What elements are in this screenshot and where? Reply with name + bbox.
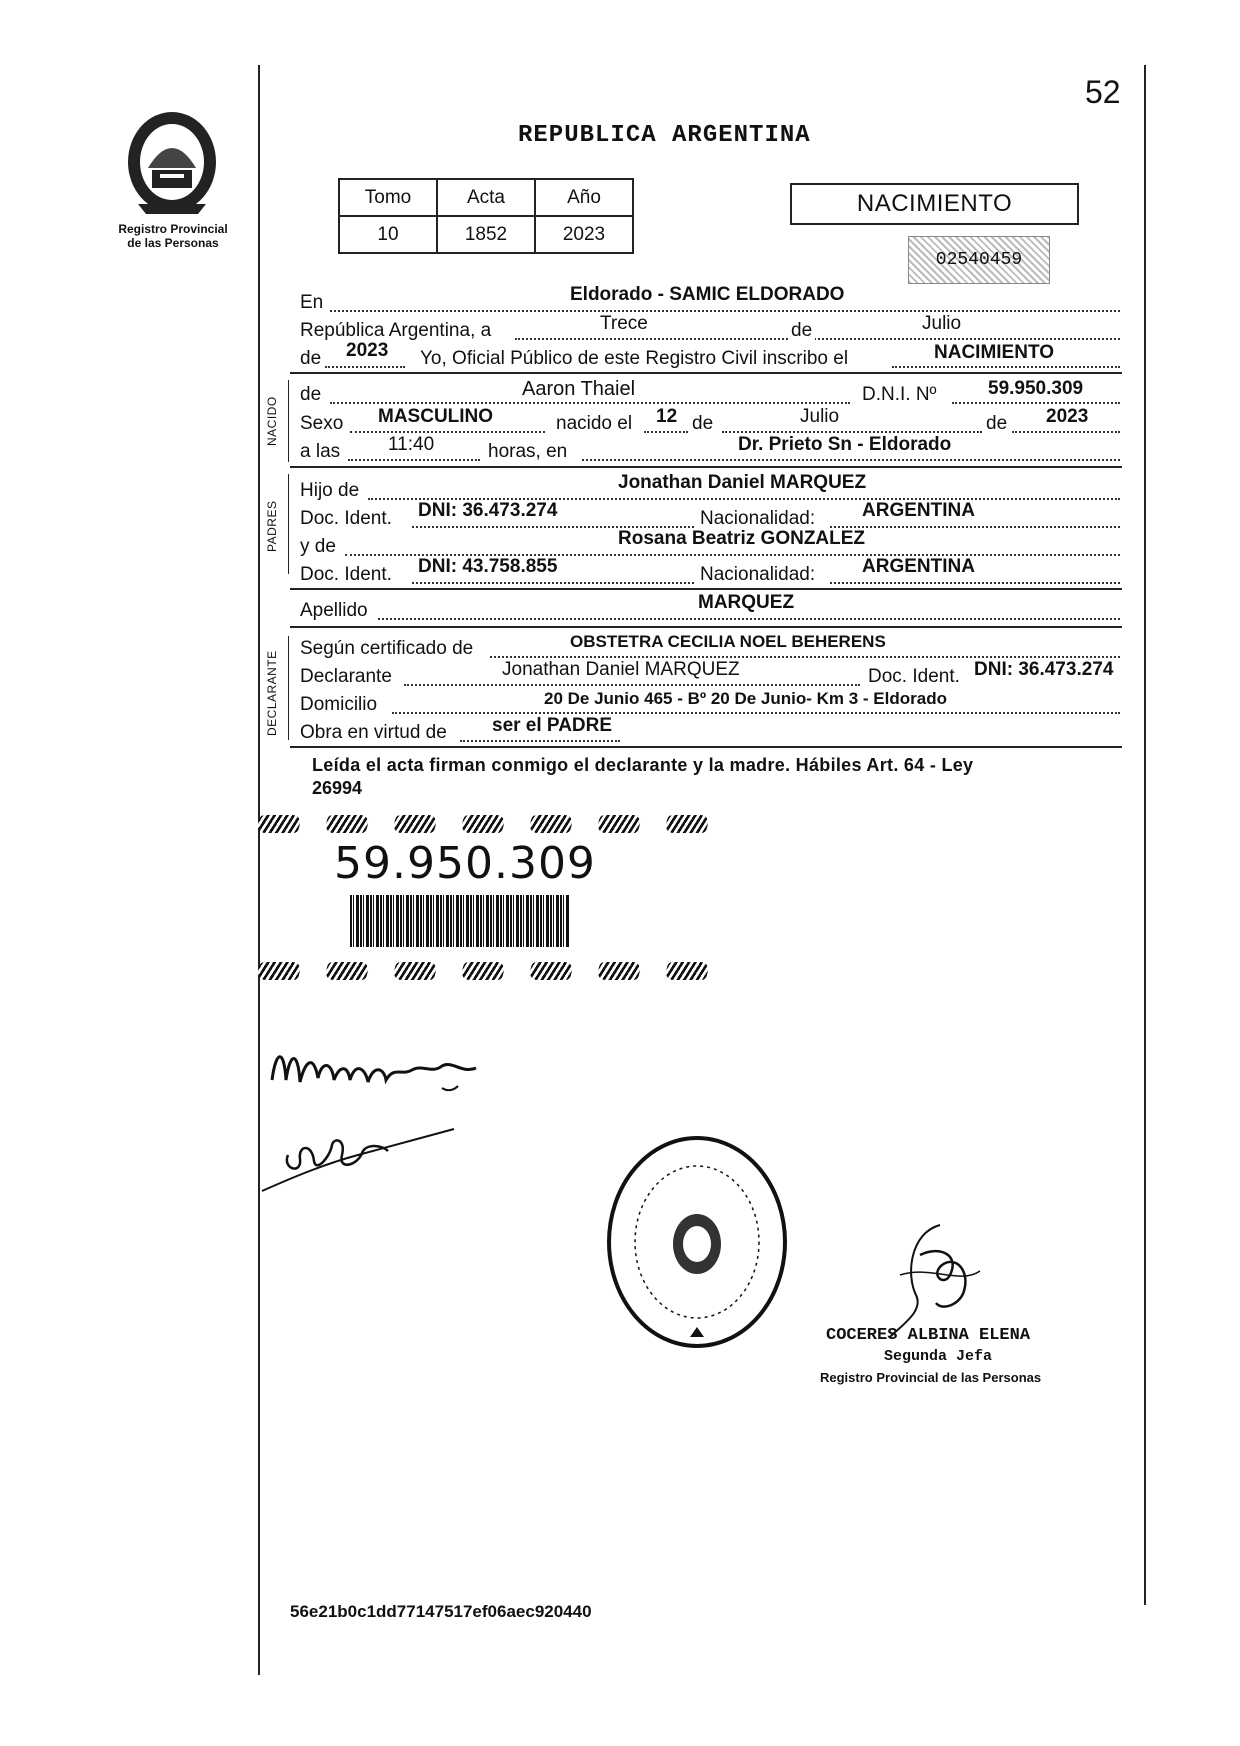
dots: [330, 402, 850, 404]
dni-big-number: 59.950.309: [334, 838, 596, 889]
nacido-mes: Julio: [800, 406, 840, 427]
nacido-dni: 59.950.309: [988, 378, 1084, 399]
handwritten-signature-icon: [262, 1030, 502, 1110]
dni-label: D.N.I. Nº: [862, 384, 937, 405]
nacido-de-label3: de: [986, 413, 1008, 434]
obra-value: ser el PADRE: [492, 715, 613, 736]
page-number: 52: [1085, 74, 1121, 110]
dots: [892, 366, 1120, 368]
dots: [392, 712, 1120, 714]
official-seal: [602, 1132, 792, 1352]
dots: [830, 526, 1120, 528]
nota-line-2: 26994: [312, 778, 363, 798]
document-hash: 56e21b0c1dd77147517ef06aec920440: [290, 1602, 592, 1621]
decl-label: Declarante: [300, 666, 392, 687]
seal-stamp-icon: [602, 1132, 792, 1352]
dots: [350, 431, 545, 433]
dots: [412, 582, 694, 584]
nacido-nombre: Aaron Thaiel: [522, 378, 636, 400]
apellido-label: Apellido: [300, 600, 368, 621]
dots: [330, 310, 1120, 312]
nacido-anio: 2023: [1046, 406, 1089, 427]
madre-nac: ARGENTINA: [862, 556, 975, 577]
de2-label: de: [300, 348, 322, 369]
dots: [644, 431, 688, 433]
decl-doc-label: Doc. Ident.: [868, 666, 960, 687]
padre-doc: DNI: 36.473.274: [418, 500, 558, 521]
handwritten-signature-icon: [258, 1115, 458, 1195]
madre-nombre: Rosana Beatriz GONZALEZ: [618, 528, 866, 549]
acta-table: [338, 178, 634, 254]
rule: [290, 746, 1122, 748]
dots: [722, 431, 982, 433]
tipo-acta-box: NACIMIENTO: [790, 183, 1079, 225]
madre-doc-label: Doc. Ident.: [300, 564, 392, 585]
provincial-logo: [118, 108, 226, 216]
dom-value: 20 De Junio 465 - Bº 20 De Junio- Km 3 - Eldorado: [544, 689, 947, 708]
anio-value: 2023: [346, 340, 389, 361]
sexo-label: Sexo: [300, 413, 344, 434]
handwritten-signature-icon: [880, 1215, 990, 1340]
dots: [460, 740, 620, 742]
en-label: En: [300, 292, 324, 313]
dots: [404, 684, 860, 686]
dots: [348, 459, 480, 461]
declarante-bracket: [288, 636, 289, 740]
cert-label: Según certificado de: [300, 638, 474, 659]
dia-value: Trece: [600, 313, 648, 334]
rule: [290, 466, 1122, 468]
logo-caption-2: de las Personas: [127, 236, 219, 250]
decl-doc: DNI: 36.473.274: [974, 659, 1114, 680]
nacido-dia: 12: [656, 406, 678, 427]
padres-bracket: [288, 474, 289, 574]
oficial-registro: Registro Provincial de las Personas: [820, 1370, 1042, 1385]
nacido-de-label: de: [300, 384, 322, 405]
header-acta: Acta: [437, 179, 535, 216]
de-label: de: [788, 320, 815, 342]
padres-section-label: PADRES: [265, 500, 279, 552]
dom-label: Domicilio: [300, 694, 378, 715]
dots: [325, 366, 405, 368]
dots: [378, 618, 1120, 620]
horas-label: horas, en: [488, 441, 568, 462]
dots: [830, 582, 1120, 584]
madre-doc: DNI: 43.758.855: [418, 556, 558, 577]
sexo-value: MASCULINO: [378, 406, 494, 427]
nacido-section-label: NACIDO: [265, 396, 279, 446]
inscribo-value: NACIMIENTO: [934, 342, 1054, 363]
madre-nac-label: Nacionalidad:: [700, 564, 816, 585]
nacido-el-label: nacido el: [556, 413, 633, 434]
en-value: Eldorado - SAMIC ELDORADO: [570, 284, 845, 305]
yde-label: y de: [300, 536, 336, 557]
declarante-section-label: DECLARANTE: [265, 650, 279, 736]
oficial-nombre: COCERES ALBINA ELENA: [826, 1326, 1031, 1345]
padre-doc-label: Doc. Ident.: [300, 508, 392, 529]
dots: [515, 338, 1120, 340]
rule: [290, 626, 1122, 628]
dots: [952, 402, 1120, 404]
security-stamp: 02540459: [908, 236, 1050, 284]
cert-value: OBSTETRA CECILIA NOEL BEHERENS: [570, 632, 886, 651]
security-pattern-bottom: [258, 962, 708, 985]
inscribo-text: Yo, Oficial Público de este Registro Civil inscribo el: [420, 348, 849, 369]
value-anio: 2023: [535, 216, 633, 253]
value-acta: 1852: [437, 216, 535, 253]
dots: [490, 656, 1120, 658]
nota-line-1: Leída el acta firman conmigo el declarante y la madre. Hábiles Art. 64 - Ley: [312, 755, 974, 775]
security-pattern-top: [258, 815, 718, 838]
signature-madre: [258, 1115, 458, 1195]
dots: [582, 459, 1120, 461]
rule: [290, 372, 1122, 374]
hijo-label: Hijo de: [300, 480, 360, 501]
decl-value: Jonathan Daniel MARQUEZ: [502, 659, 740, 680]
nacido-hora: 11:40: [388, 434, 435, 455]
padre-nombre: Jonathan Daniel MARQUEZ: [618, 472, 867, 493]
republica-label: República Argentina, a: [300, 320, 492, 341]
oficial-cargo: Segunda Jefa: [884, 1348, 993, 1365]
document-title: REPUBLICA ARGENTINA: [518, 122, 811, 149]
obra-label: Obra en virtud de: [300, 722, 447, 743]
header-anio: Año: [535, 179, 633, 216]
header-tomo: Tomo: [339, 179, 437, 216]
signature-oficial: [880, 1215, 990, 1340]
nacido-de-label2: de: [692, 413, 714, 434]
padre-nac: ARGENTINA: [862, 500, 975, 521]
left-margin-line: [258, 65, 260, 1675]
logo-caption-1: Registro Provincial: [118, 222, 228, 236]
alas-label: a las: [300, 441, 341, 462]
coat-of-arms-icon: [118, 108, 226, 216]
padre-nac-label: Nacionalidad:: [700, 508, 816, 529]
value-tomo: 10: [339, 216, 437, 253]
dots: [1012, 431, 1120, 433]
rule: [290, 588, 1122, 590]
right-margin-line: [1144, 65, 1146, 1605]
barcode: [350, 895, 570, 947]
mes-value: Julio: [922, 313, 962, 334]
nacido-bracket: [288, 380, 289, 462]
apellido-value: MARQUEZ: [698, 592, 795, 613]
nacido-lugar: Dr. Prieto Sn - Eldorado: [738, 434, 952, 455]
signature-declarante: [262, 1030, 502, 1110]
